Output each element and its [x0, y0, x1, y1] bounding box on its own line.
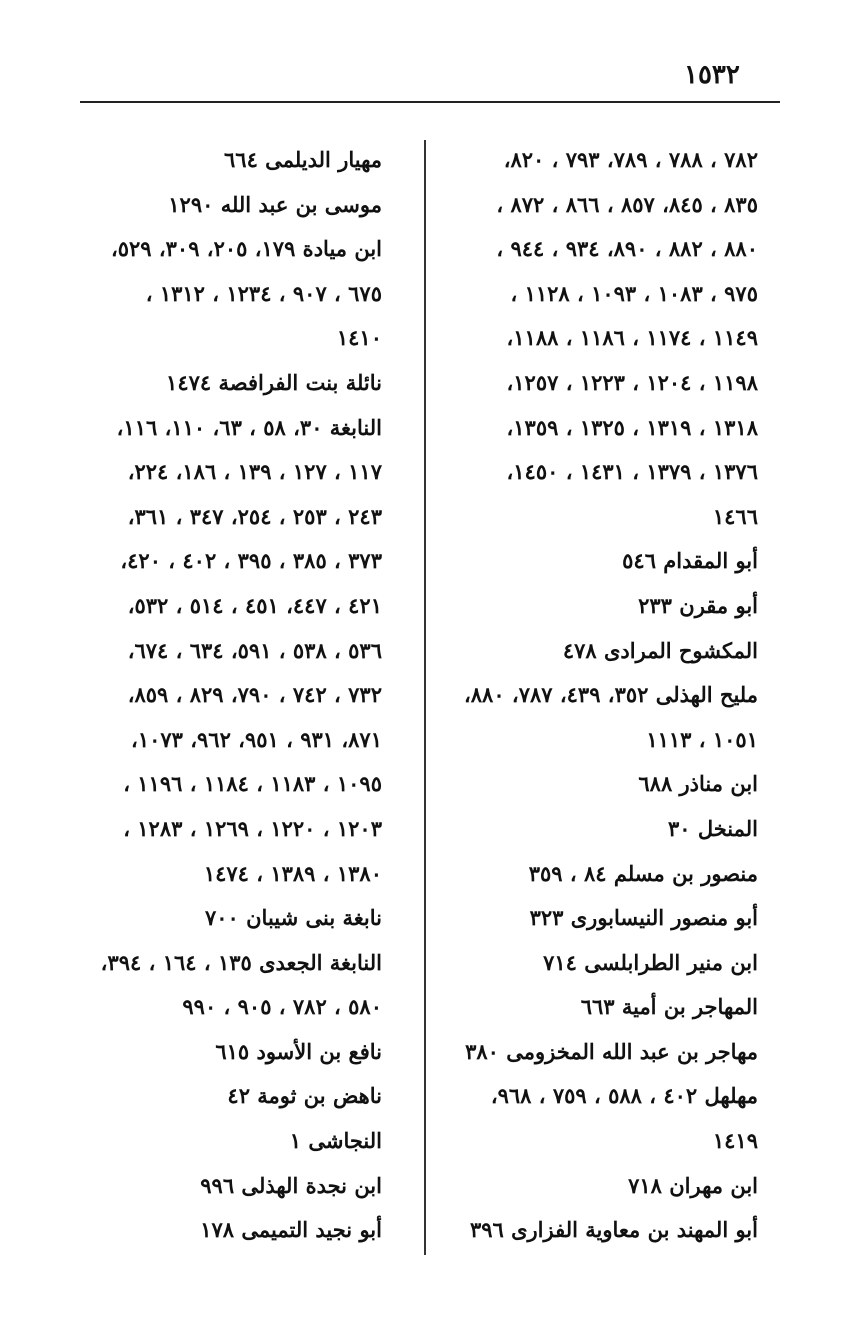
- index-column-right: [448, 138, 758, 1253]
- right-column-entry-line: ابن منير الطرابلسى ٧١٤: [543, 949, 758, 975]
- left-column-entry-line: ١٣٨٠ ، ١٣٨٩ ، ١٤٧٤: [203, 860, 382, 886]
- left-column-entry-line: ابن نجدة الهذلى ٩٩٦: [200, 1172, 382, 1198]
- page-number: ١٥٣٢: [684, 60, 740, 90]
- left-column-entry-line: نائلة بنت الفرافصة ١٤٧٤: [166, 369, 382, 395]
- right-column-entry-line: المنخل ٣٠: [667, 815, 758, 841]
- left-column-entry-line: أبو نجيد التميمى ١٧٨: [200, 1217, 382, 1243]
- left-column-entry-line: ٤٢١ ، ٤٤٧، ٤٥١ ، ٥١٤ ، ٥٣٢،: [127, 592, 382, 618]
- right-column-entry-line: منصور بن مسلم ٨٤ ، ٣٥٩: [528, 860, 758, 886]
- left-column-entry-line: ٧٣٢ ، ٧٤٢ ، ٧٩٠، ٨٢٩ ، ٨٥٩،: [127, 682, 382, 708]
- left-column-entry-line: مهيار الديلمى ٦٦٤: [224, 147, 382, 172]
- left-column-entry-line: موسى بن عبد الله ١٢٩٠: [168, 191, 382, 217]
- left-column-entry-line: ناهض بن ثومة ٤٢: [227, 1083, 382, 1109]
- right-column-entry-line: ابن مناذر ٦٨٨: [638, 771, 758, 797]
- right-column-entry-line: أبو منصور النيسابورى ٣٢٣: [529, 905, 758, 931]
- right-column-entry-line: ١٠٥١ ، ١١١٣: [646, 726, 758, 752]
- right-column-entry-line: مهلهل ٤٠٢ ، ٥٨٨ ، ٧٥٩ ، ٩٦٨،: [490, 1083, 758, 1109]
- right-column-entry-line: ١٣٧٦ ، ١٣٧٩ ، ١٤٣١ ، ١٤٥٠،: [506, 459, 758, 485]
- right-column-entry-line: ٩٧٥ ، ١٠٨٣ ، ١٠٩٣ ، ١١٢٨ ،: [510, 280, 758, 306]
- left-column-entry-line: ١٢٠٣ ، ١٢٢٠ ، ١٢٦٩ ، ١٢٨٣ ،: [123, 815, 382, 841]
- right-column-entry-line: ١١٤٩ ، ١١٧٤ ، ١١٨٦ ، ١١٨٨،: [506, 325, 758, 351]
- header-rule: [80, 101, 780, 103]
- left-column-entry-line: ٥٣٦ ، ٥٣٨ ، ٥٩١، ٦٣٤ ، ٦٧٤،: [127, 637, 382, 663]
- right-column-entry-line: ١١٩٨ ، ١٢٠٤ ، ١٢٢٣ ، ١٢٥٧،: [506, 369, 758, 395]
- left-column-entry-line: ٣٧٣ ، ٣٨٥ ، ٣٩٥ ، ٤٠٢ ، ٤٢٠،: [120, 548, 382, 574]
- right-column-entry-line: أبو المقدام ٥٤٦: [622, 548, 758, 574]
- left-column-entry-line: نابغة بنى شيبان ٧٠٠: [204, 905, 382, 931]
- left-column-entry-line: النابغة ٣٠، ٥٨ ، ٦٣، ١١٠، ١١٦،: [116, 414, 382, 440]
- right-column-entry-line: المكشوح المرادى ٤٧٨: [562, 637, 758, 663]
- left-column-entry-line: ١٠٩٥ ، ١١٨٣ ، ١١٨٤ ، ١١٩٦ ،: [123, 771, 382, 797]
- right-column-entry-line: ٧٨٢ ، ٧٨٨ ، ٧٨٩، ٧٩٣ ، ٨٢٠،: [503, 147, 758, 172]
- right-column-entry-line: ٨٣٥ ، ٨٤٥، ٨٥٧ ، ٨٦٦ ، ٨٧٢ ،: [496, 191, 758, 217]
- right-column-entry-line: أبو مقرن ٢٣٣: [638, 592, 758, 618]
- right-column-entry-line: ابن مهران ٧١٨: [628, 1172, 758, 1198]
- left-column-entry-line: ١١٧ ، ١٢٧ ، ١٣٩ ، ١٨٦، ٢٢٤،: [127, 459, 382, 485]
- right-column-entry-line: أبو المهند بن معاوية الفزارى ٣٩٦: [469, 1217, 758, 1243]
- left-column-entry-line: النابغة الجعدى ١٣٥ ، ١٦٤ ، ٣٩٤،: [100, 949, 382, 975]
- left-column-entry-line: ٥٨٠ ، ٧٨٢ ، ٩٠٥ ، ٩٩٠: [182, 994, 382, 1020]
- left-column-entry-line: ١٤١٠: [336, 325, 382, 351]
- left-column-entry-line: ٨٧١، ٩٣١ ، ٩٥١، ٩٦٢، ١٠٧٣،: [131, 726, 382, 752]
- left-column-entry-line: نافع بن الأسود ٦١٥: [215, 1038, 382, 1064]
- left-column-entry-line: ابن ميادة ١٧٩، ٢٠٥، ٣٠٩، ٥٢٩،: [110, 236, 382, 262]
- left-column-entry-line: النجاشى ١: [289, 1128, 382, 1154]
- right-column-entry-line: ١٣١٨ ، ١٣١٩ ، ١٣٢٥ ، ١٣٥٩،: [506, 414, 758, 440]
- right-column-entry-line: مهاجر بن عبد الله المخزومى ٣٨٠: [465, 1038, 758, 1064]
- right-column-entry-line: المهاجر بن أمية ٦٦٣: [580, 994, 758, 1020]
- right-column-entry-line: ٨٨٠ ، ٨٨٢ ، ٨٩٠، ٩٣٤ ، ٩٤٤ ،: [496, 236, 758, 262]
- index-column-left: [72, 138, 382, 1253]
- left-column-entry-line: ٢٤٣ ، ٢٥٣ ، ٢٥٤، ٣٤٧ ، ٣٦١،: [127, 503, 382, 529]
- right-column-entry-line: ١٤١٩: [712, 1128, 758, 1154]
- column-divider: [424, 140, 426, 1255]
- left-column-entry-line: ٦٧٥ ، ٩٠٧ ، ١٢٣٤ ، ١٣١٢ ،: [145, 280, 382, 306]
- right-column-entry-line: مليح الهذلى ٣٥٢، ٤٣٩، ٧٨٧، ٨٨٠،: [464, 682, 758, 708]
- right-column-entry-line: ١٤٦٦: [712, 503, 758, 529]
